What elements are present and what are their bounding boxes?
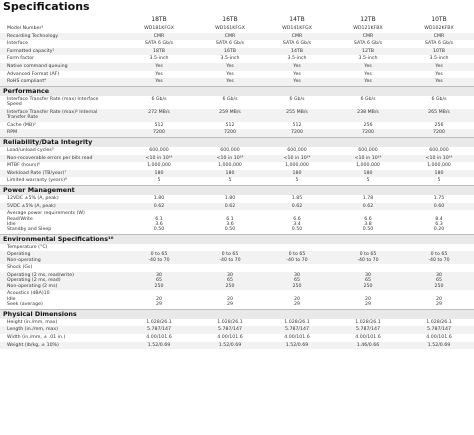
- row-value: 5.787/147: [356, 327, 380, 333]
- row-value: 1.028/26.1: [217, 319, 243, 325]
- row-value: 238 MB/s: [357, 109, 379, 115]
- row-value: 259 MB/s: [219, 109, 241, 115]
- table-row: [0, 264, 474, 272]
- row-value: 5: [157, 178, 161, 184]
- table-row: [0, 155, 474, 163]
- row-value: 12TB: [361, 48, 375, 54]
- row-value: 1.028/26.1: [426, 319, 452, 325]
- row-value: 1.028/26.1: [355, 319, 381, 325]
- capacity-header: 14TB: [289, 16, 305, 23]
- row-label: Width (in./mm, ± .01 in.): [7, 335, 66, 341]
- table-row: [0, 244, 474, 252]
- table-row: [0, 334, 474, 342]
- row-value: Yes: [364, 63, 372, 69]
- row-value: 1.46/0.66: [356, 342, 380, 348]
- row-value: 0.62: [153, 203, 165, 209]
- row-value: 5: [366, 178, 370, 184]
- row-value: Yes: [435, 63, 443, 69]
- row-value: 5: [295, 178, 299, 184]
- table-row: [0, 290, 474, 308]
- row-value: 600,000: [149, 147, 169, 153]
- row-value: 180: [363, 170, 373, 176]
- table-row: [0, 71, 474, 79]
- section-header: Physical Dimensions: [0, 309, 474, 319]
- table-row: [0, 40, 474, 48]
- table-row: [0, 78, 474, 86]
- row-value: 30 65 250: [434, 273, 444, 289]
- row-value: 7200: [362, 130, 374, 136]
- table-row: [0, 25, 474, 33]
- row-value: WD121KFBX: [353, 26, 383, 31]
- row-value: 5: [228, 178, 232, 184]
- row-label: Operating Non-operating: [7, 252, 41, 263]
- capacity-header-row: [0, 15, 474, 24]
- row-value: WD181KFGX: [144, 26, 174, 31]
- row-label: MTBF (hours)⁶: [7, 163, 41, 169]
- row-value: WD161KFGX: [215, 26, 245, 31]
- row-value: 512: [292, 122, 302, 128]
- row-value: 512: [225, 122, 235, 128]
- row-label: Temperature (°C): [7, 244, 48, 250]
- row-value: Yes: [435, 79, 443, 85]
- row-value: 10TB: [432, 48, 446, 54]
- row-value: 1.80: [224, 195, 236, 201]
- table-row: [0, 272, 474, 290]
- row-value: 0.62: [362, 203, 374, 209]
- section-header: Reliability/Data Integrity: [0, 137, 474, 147]
- row-value: 7200: [291, 130, 303, 136]
- table-row: [0, 342, 474, 350]
- row-value: CMR: [224, 33, 236, 39]
- row-value: <10 in 10¹⁴: [216, 155, 244, 161]
- row-label: Interface Transfer Rate (max) Interface Speed: [7, 96, 99, 108]
- row-value: 0.62: [291, 203, 303, 209]
- row-value: Yes: [364, 71, 372, 77]
- row-value: 0 to 65 -40 to 70: [148, 252, 170, 263]
- row-value: 5.787/147: [218, 327, 242, 333]
- row-value: 30 65 250: [225, 273, 235, 289]
- row-value: 3.5-inch: [358, 56, 378, 62]
- row-value: 20 29: [156, 296, 162, 308]
- table-row: [0, 96, 474, 109]
- row-value: 5.787/147: [147, 327, 171, 333]
- section-header: Power Management: [0, 185, 474, 195]
- row-label: Non-recoverable errors per bits read: [7, 155, 93, 161]
- row-value: 6.1 3.6 0.50: [224, 216, 236, 233]
- capacity-header: 18TB: [151, 16, 167, 23]
- row-value: Yes: [226, 71, 234, 77]
- row-label: 12VDC ±5% (A, peak): [7, 195, 59, 201]
- row-value: 6.6 3.8 0.50: [362, 216, 374, 233]
- row-label: RoHS compliant⁴: [7, 79, 47, 85]
- row-value: 1.028/26.1: [284, 319, 310, 325]
- table-row: [0, 33, 474, 41]
- row-value: 3.5-inch: [220, 56, 240, 62]
- row-label: Form factor: [7, 56, 35, 62]
- row-value: 180: [292, 170, 302, 176]
- row-value: 600,000: [429, 147, 449, 153]
- row-value: Yes: [435, 71, 443, 77]
- row-value: SATA 6 Gb/s: [144, 41, 174, 47]
- row-value: 600,000: [358, 147, 378, 153]
- row-value: 1.52/0.69: [218, 342, 242, 348]
- row-value: 1,000,000: [285, 163, 309, 169]
- row-value: 180: [225, 170, 235, 176]
- row-value: 6 Gb/s: [360, 96, 376, 102]
- row-value: CMR: [291, 33, 303, 39]
- row-value: Yes: [364, 79, 372, 85]
- row-value: 512: [154, 122, 164, 128]
- row-value: SATA 6 Gb/s: [424, 41, 454, 47]
- row-value: Yes: [226, 79, 234, 85]
- row-value: 0 to 65 -40 to 70: [286, 252, 308, 263]
- row-value: SATA 6 Gb/s: [215, 41, 245, 47]
- row-value: 3.5-inch: [429, 56, 449, 62]
- row-value: WD141KFGX: [282, 26, 312, 31]
- row-value: 1.78: [362, 195, 374, 201]
- row-value: 272 MB/s: [148, 109, 170, 115]
- table-row: [0, 109, 474, 122]
- table-row: [0, 195, 474, 203]
- row-value: <10 in 10¹⁴: [283, 155, 311, 161]
- row-value: 0.62: [224, 203, 236, 209]
- row-value: WD102KFBX: [424, 26, 454, 31]
- row-value: 8.4 6.3 0.20: [433, 216, 445, 233]
- table-row: [0, 122, 474, 130]
- row-value: CMR: [433, 33, 445, 39]
- capacity-header: 10TB: [431, 16, 447, 23]
- row-value: 4.00/101.6: [146, 335, 172, 341]
- row-value: 6 Gb/s: [289, 96, 305, 102]
- row-value: 0 to 65 -40 to 70: [428, 252, 450, 263]
- row-value: 30 65 250: [292, 273, 302, 289]
- row-value: SATA 6 Gb/s: [282, 41, 312, 47]
- row-label: Shock (Gs): [7, 265, 33, 271]
- row-value: 1,000,000: [218, 163, 242, 169]
- row-label: RPM: [7, 130, 18, 136]
- row-value: 256: [363, 122, 373, 128]
- row-value: 5.787/147: [427, 327, 451, 333]
- row-value: 7200: [153, 130, 165, 136]
- capacity-header: 12TB: [360, 16, 376, 23]
- row-value: 4.00/101.6: [217, 335, 243, 341]
- row-value: 6 Gb/s: [222, 96, 238, 102]
- row-value: 18TB: [152, 48, 166, 54]
- section-header: Performance: [0, 86, 474, 96]
- row-value: Yes: [155, 63, 163, 69]
- row-value: 0 to 65 -40 to 70: [357, 252, 379, 263]
- row-value: Yes: [293, 63, 301, 69]
- row-value: 6.6 3.4 0.50: [291, 216, 303, 233]
- row-value: 20 29: [436, 296, 442, 308]
- row-label: Cache (MB)²: [7, 122, 36, 128]
- table-row: [0, 63, 474, 71]
- row-value: 1.80: [153, 195, 165, 201]
- row-value: 30 65 250: [154, 273, 164, 289]
- row-value: 6.1 3.6 0.50: [153, 216, 165, 233]
- page-title: Specifications: [3, 0, 90, 13]
- row-value: 265 MB/s: [428, 109, 450, 115]
- row-value: <10 in 10¹⁴: [425, 155, 453, 161]
- row-value: 1,000,000: [356, 163, 380, 169]
- row-value: 6 Gb/s: [431, 96, 447, 102]
- section-header: Environmental Specifications¹⁰: [0, 234, 474, 244]
- row-value: <10 in 10¹⁴: [354, 155, 382, 161]
- row-label: Limited warranty (years)⁸: [7, 178, 67, 184]
- row-value: 14TB: [290, 48, 304, 54]
- row-value: 1,000,000: [147, 163, 171, 169]
- row-label: Formatted capacity¹: [7, 48, 55, 54]
- row-value: Yes: [155, 71, 163, 77]
- row-value: 7200: [433, 130, 445, 136]
- row-value: Yes: [155, 79, 163, 85]
- row-value: 20 29: [294, 296, 300, 308]
- row-value: 7200: [224, 130, 236, 136]
- row-value: 256: [434, 122, 444, 128]
- row-value: 1.85: [291, 195, 303, 201]
- table-row: [0, 162, 474, 170]
- row-label: 5VDC ±5% (A, peak): [7, 203, 56, 209]
- row-label: Advanced Format (AF): [7, 71, 60, 77]
- row-value: 4.00/101.6: [426, 335, 452, 341]
- row-value: 3.5-inch: [149, 56, 169, 62]
- table-row: [0, 55, 474, 63]
- table-row: [0, 170, 474, 178]
- row-label: Workload Rate (TB/year)⁷: [7, 170, 67, 176]
- table-row: [0, 251, 474, 264]
- row-value: Yes: [226, 63, 234, 69]
- table-row: [0, 319, 474, 327]
- row-value: Yes: [293, 79, 301, 85]
- table-row: [0, 147, 474, 155]
- row-value: 1.52/0.69: [285, 342, 309, 348]
- row-label: Weight (lb/kg, ± 10%): [7, 342, 59, 348]
- row-label: Interface Transfer Rate (max)² Internal Transfer Rate: [7, 109, 98, 121]
- table-row: [0, 48, 474, 56]
- row-value: 1.028/26.1: [146, 319, 172, 325]
- row-label: Acoustics (dBA)10 Idle Seek (average): [7, 291, 50, 308]
- row-value: 255 MB/s: [286, 109, 308, 115]
- row-value: Yes: [293, 71, 301, 77]
- row-label: Recording Technology: [7, 33, 59, 39]
- row-value: 1.75: [433, 195, 445, 201]
- row-value: 4.00/101.6: [355, 335, 381, 341]
- row-value: 5.787/147: [285, 327, 309, 333]
- capacity-header: 16TB: [222, 16, 238, 23]
- row-label: Load/unload cycles⁵: [7, 147, 54, 153]
- row-label: Average power requirements (W) Read/Write Idle Standby and Sleep: [7, 211, 85, 233]
- row-label: Interface: [7, 41, 28, 47]
- row-value: 5: [437, 178, 441, 184]
- row-value: SATA 6 Gb/s: [353, 41, 383, 47]
- spec-table: [0, 25, 474, 349]
- row-value: 20 29: [227, 296, 233, 308]
- table-row: [0, 203, 474, 211]
- row-label: Model Number³: [7, 26, 44, 31]
- row-label: Height (in./mm, max): [7, 319, 58, 325]
- row-value: 0.60: [433, 203, 445, 209]
- row-value: 1.52/0.69: [427, 342, 451, 348]
- row-value: 3.5-inch: [287, 56, 307, 62]
- row-label: Operating (2 ms, read/write) Operating (2 ms, read) Non-operating (2 ms): [7, 273, 74, 289]
- table-row: [0, 326, 474, 334]
- row-value: 600,000: [220, 147, 240, 153]
- row-label: Length (in./mm, max): [7, 327, 58, 333]
- table-row: [0, 177, 474, 185]
- row-value: 30 65 250: [363, 273, 373, 289]
- row-value: 4.00/101.6: [284, 335, 310, 341]
- row-value: CMR: [362, 33, 374, 39]
- table-row: [0, 210, 474, 234]
- row-value: 1.52/0.69: [147, 342, 171, 348]
- row-value: 0 to 65 -40 to 70: [219, 252, 241, 263]
- row-value: 1,000,000: [427, 163, 451, 169]
- row-value: <10 in 10¹⁴: [145, 155, 173, 161]
- row-value: CMR: [153, 33, 165, 39]
- row-value: 20 29: [365, 296, 371, 308]
- row-value: 180: [434, 170, 444, 176]
- row-value: 600,000: [287, 147, 307, 153]
- table-row: [0, 129, 474, 137]
- row-label: Native command queuing: [7, 63, 68, 69]
- row-value: 6 Gb/s: [151, 96, 167, 102]
- row-value: 16TB: [223, 48, 237, 54]
- row-value: 180: [154, 170, 164, 176]
